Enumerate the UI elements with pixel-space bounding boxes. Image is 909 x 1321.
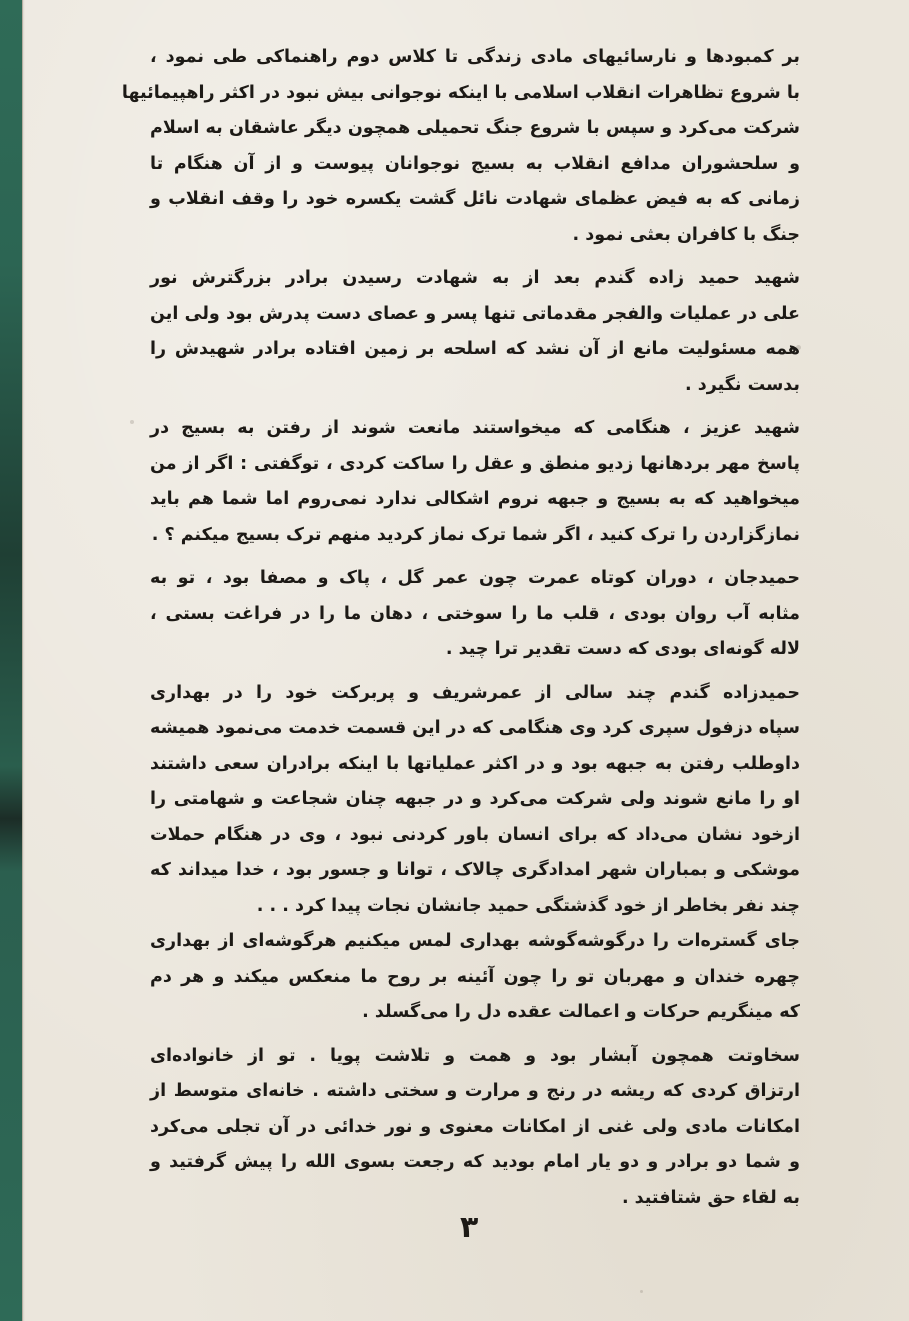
text-line: لاله گونه‌ای بودی که دست تقدیر ترا چید . — [445, 639, 800, 659]
paragraph-4 — [150, 561, 800, 668]
green-cover-edge — [0, 0, 23, 1321]
text-line: سخاوتت همچون آبشار بود و همت و تلاشت پویا . تو از خانواده‌ای — [150, 1045, 800, 1066]
text-line: ارتزاق کردی که ریشه در رنج و مرارت و سختی داشته . خانه‌ای متوسط از — [150, 1081, 800, 1101]
text-line: شرکت می‌کرد و سپس با شروع جنگ تحمیلی همچون دیگر عاشقان به اسلام — [150, 118, 800, 138]
text-line: شهید حمید زاده گندم بعد از به شهادت رسیدن برادر بزرگترش نور — [150, 268, 800, 288]
text-line: جای گستره‌ات را درگوشه‌گوشه بهداری لمس میکنیم هرگوشه‌ای از بهداری — [150, 931, 800, 951]
paragraph-3 — [150, 411, 800, 553]
text-line: امکانات مادی ولی غنی از امکانات معنوی و نور خدائی در آن تجلی می‌کرد — [150, 1116, 800, 1137]
text-line: و شما دو برادر و دو یار امام بودید که رجعت بسوی الله را پیش گرفتید و — [150, 1152, 800, 1172]
paragraph-6 — [150, 924, 800, 1031]
text-line: بدست نگیرد . — [684, 374, 800, 395]
text-line: موشکی و بمباران شهر امدادگری چالاک ، توانا و جسور بود ، خدا میداند که — [150, 860, 800, 880]
paper-speck — [640, 1290, 643, 1293]
page-number: ۳ — [460, 1210, 479, 1245]
text-line: داوطلب رفتن به جبهه بود و در اکثر عملیاتها با اینکه برادران سعی داشتند — [150, 753, 800, 774]
text-line: چهره خندان و مهربان تو را چون آئینه بر روح ما منعکس میکند و هر دم — [150, 966, 800, 987]
text-line: شهید عزیز ، هنگامی که میخواستند مانعت شوند از رفتن به بسیج در — [150, 418, 800, 438]
text-line: پاسخ مهر بردهانها زدیو منطق و عقل را ساکت کردی ، توگفتی : اگر از من — [150, 453, 800, 474]
paragraph-1 — [121, 40, 800, 253]
page-fold-shadow — [22, 0, 25, 1321]
text-line: حمیدجان ، دوران کوتاه عمرت چون عمر گل ، پاک و مصفا بود ، تو به — [150, 568, 800, 588]
text-line: میخواهید که به بسیج و جبهه نروم اشکالی ندارد نمی‌روم اما شما هم باید — [150, 489, 800, 509]
paragraph-2 — [150, 261, 800, 403]
text-line: به لقاء حق شتافتید . — [621, 1187, 800, 1208]
text-line: بر کمبودها و نارسائیهای مادی زندگی تا کلاس دوم راهنماکی طی نمود ، — [150, 47, 800, 67]
body-text — [121, 40, 800, 1216]
paragraph-7 — [150, 1039, 800, 1217]
text-line: سپاه دزفول سپری کرد وی هنگامی که در این قسمت خدمت می‌نمود همیشه — [150, 718, 800, 738]
text-line: جنگ با کافران بعثی نمود . — [572, 224, 800, 245]
text-line: با شروع تظاهرات انقلاب اسلامی با اینکه نوجوانی بیش نبود در اکثر راهپیمائیها — [121, 82, 800, 103]
text-line: که مینگریم حرکات و اعمالت عقده دل را می‌گسلد . — [362, 1002, 800, 1022]
text-line: علی در عملیات والفجر مقدماتی تنها پسر و عصای دست پدرش بود ولی این — [150, 303, 800, 324]
text-line: حمیدزاده گندم چند سالی از عمرشریف و پربرکت خود را در بهداری — [150, 682, 800, 703]
text-line: نمازگزاردن را ترک کنید ، اگر شما ترک نماز کردید منهم ترک بسیج میکنم ؟ . — [151, 524, 800, 545]
text-line: او را مانع شوند ولی شرکت می‌کرد و در جبهه چنان شجاعت و شهامتی را — [150, 789, 800, 809]
text-line: چند نفر بخاطر از خود گذشتگی حمید جانشان نجات پیدا کرد . . . — [256, 895, 800, 916]
text-line: ازخود نشان می‌داد که برای انسان باور کردنی نبود ، وی در هنگام حملات — [150, 824, 800, 845]
text-line: زمانی که به فیض عظمای شهادت نائل گشت یکسره خود را وقف انقلاب و — [150, 189, 800, 209]
text-line: مثابه آب روان بودی ، قلب ما را سوختی ، دهان ما را در فراغت بستی ، — [150, 603, 800, 624]
text-line: و سلحشوران مدافع انقلاب به بسیج نوجوانان پیوست و از آن هنگام تا — [150, 153, 800, 174]
paper-speck — [130, 420, 134, 424]
text-line: همه مسئولیت مانع از آن نشد که اسلحه بر زمین افتاده برادر شهیدش را — [150, 339, 800, 359]
paragraph-5 — [150, 676, 800, 925]
